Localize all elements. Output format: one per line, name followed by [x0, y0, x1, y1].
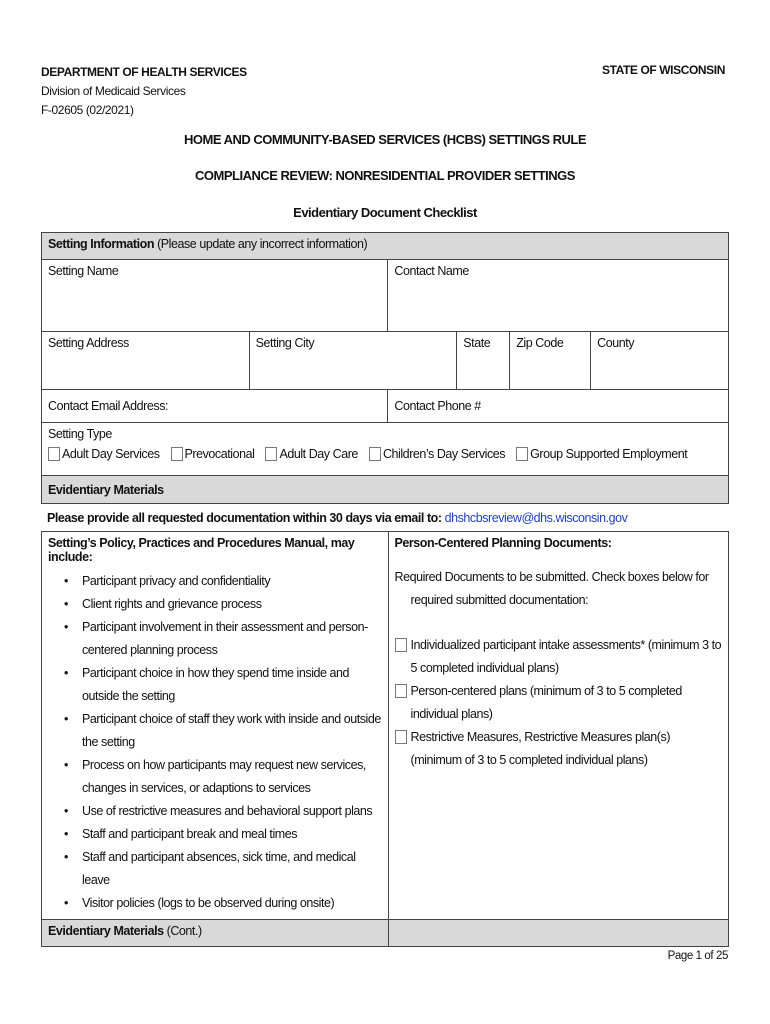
- department-name: DEPARTMENT OF HEALTH SERVICES: [41, 65, 247, 79]
- zip-code-field[interactable]: [510, 332, 591, 390]
- instruction-text: Please provide all requested documentation within 30 days via email to:: [47, 511, 442, 525]
- form-id: F-02605 (02/2021): [41, 103, 134, 117]
- checkbox[interactable]: [171, 447, 183, 461]
- person-centered-planning-cell: [388, 532, 729, 920]
- setting-type-options: [48, 447, 722, 461]
- checkbox[interactable]: [395, 684, 407, 698]
- list-item: • Process on how participants may request new services, changes in services, or adaptions to services: [64, 758, 366, 795]
- list-item: • Participant involvement in their assessment and person-centered planning process: [64, 620, 368, 657]
- evidentiary-materials-header: Evidentiary Materials: [42, 476, 729, 504]
- form-header: [41, 63, 247, 120]
- required-documents-intro: Required Documents to be submitted. Check boxes below for required submitted documentation:: [394, 570, 709, 607]
- county-label: County: [597, 336, 635, 350]
- setting-information-header: [42, 233, 729, 260]
- document-subtitle: COMPLIANCE REVIEW: NONRESIDENTIAL PROVIDER SETTINGS: [195, 168, 575, 183]
- policy-manual-heading: Setting’s Policy, Practices and Procedures Manual, may include:: [48, 536, 355, 564]
- checkbox[interactable]: [395, 730, 407, 744]
- checkbox[interactable]: [516, 447, 528, 461]
- setting-city-label: Setting City: [255, 336, 315, 350]
- setting-type-option[interactable]: Prevocational: [171, 447, 255, 461]
- document-check-item[interactable]: Individualized participant intake assessments* (minimum 3 to 5 completed individual plans): [395, 634, 723, 680]
- list-item: • Client rights and grievance process: [64, 597, 262, 611]
- checkbox[interactable]: [395, 638, 407, 652]
- setting-name-label: Setting Name: [48, 264, 119, 278]
- setting-name-field[interactable]: [42, 260, 388, 332]
- setting-address-field[interactable]: [42, 332, 250, 390]
- setting-type-option[interactable]: Adult Day Care: [265, 447, 357, 461]
- zip-code-label: Zip Code: [516, 336, 564, 350]
- contact-phone-field[interactable]: [388, 390, 729, 423]
- policy-manual-cell: [42, 532, 389, 920]
- checkbox[interactable]: [48, 447, 60, 461]
- setting-type-option[interactable]: Group Supported Employment: [516, 447, 687, 461]
- contact-email-field[interactable]: [42, 390, 388, 423]
- list-item: • Staff and participant break and meal times: [64, 827, 298, 841]
- document-check-item[interactable]: Restrictive Measures, Restrictive Measures plan(s) (minimum of 3 to 5 completed individual plans): [395, 726, 723, 772]
- state-label: State: [463, 336, 491, 350]
- setting-information-note: (Please update any incorrect information): [157, 237, 368, 251]
- list-item: • Participant choice of staff they work with inside and outside the setting: [64, 712, 381, 749]
- document-check-item[interactable]: Person-centered plans (minimum of 3 to 5 completed individual plans): [395, 680, 723, 726]
- list-item: • Use of restrictive measures and behavioral support plans: [64, 804, 373, 818]
- checkbox[interactable]: [369, 447, 381, 461]
- policy-manual-list: [48, 570, 382, 915]
- cont-note: (Cont.): [166, 924, 202, 938]
- evidentiary-materials-table: [41, 531, 729, 947]
- page-number: Page 1 of 25: [667, 950, 728, 962]
- list-item: • Participant choice in how they spend time inside and outside the setting: [64, 666, 350, 703]
- contact-name-label: Contact Name: [394, 264, 469, 278]
- cont-heading: Evidentiary Materials: [48, 924, 164, 938]
- setting-type-option[interactable]: Adult Day Services: [48, 447, 160, 461]
- setting-information-table: [41, 232, 729, 504]
- submission-email-link[interactable]: dhshcbsreview@dhs.wisconsin.gov: [444, 511, 628, 525]
- division-name: Division of Medicaid Services: [41, 84, 186, 98]
- submission-instruction: [47, 511, 627, 525]
- person-centered-heading: Person-Centered Planning Documents:: [394, 536, 612, 550]
- list-item: • Participant privacy and confidentiality: [64, 574, 271, 588]
- state-field[interactable]: [457, 332, 510, 390]
- checkbox[interactable]: [265, 447, 277, 461]
- list-item: • Visitor policies (logs to be observed during onsite): [64, 896, 335, 910]
- setting-type-row: [42, 423, 729, 476]
- document-title: HOME AND COMMUNITY-BASED SERVICES (HCBS) SETTINGS RULE: [183, 132, 587, 147]
- setting-address-label: Setting Address: [48, 336, 129, 350]
- setting-information-heading: Setting Information: [48, 237, 155, 251]
- setting-type-option[interactable]: Children’s Day Services: [369, 447, 505, 461]
- contact-email-label: Contact Email Address:: [48, 399, 169, 413]
- county-field[interactable]: [591, 332, 729, 390]
- contact-name-field[interactable]: [388, 260, 729, 332]
- checklist-title: Evidentiary Document Checklist: [293, 205, 477, 220]
- evidentiary-materials-cont-header: [42, 920, 389, 947]
- contact-phone-label: Contact Phone #: [394, 399, 481, 413]
- setting-type-label: Setting Type: [48, 427, 112, 441]
- evidentiary-materials-cont-right: [388, 920, 729, 947]
- list-item: • Staff and participant absences, sick time, and medical leave: [64, 850, 356, 887]
- state-name: STATE OF WISCONSIN: [601, 63, 725, 77]
- setting-city-field[interactable]: [249, 332, 457, 390]
